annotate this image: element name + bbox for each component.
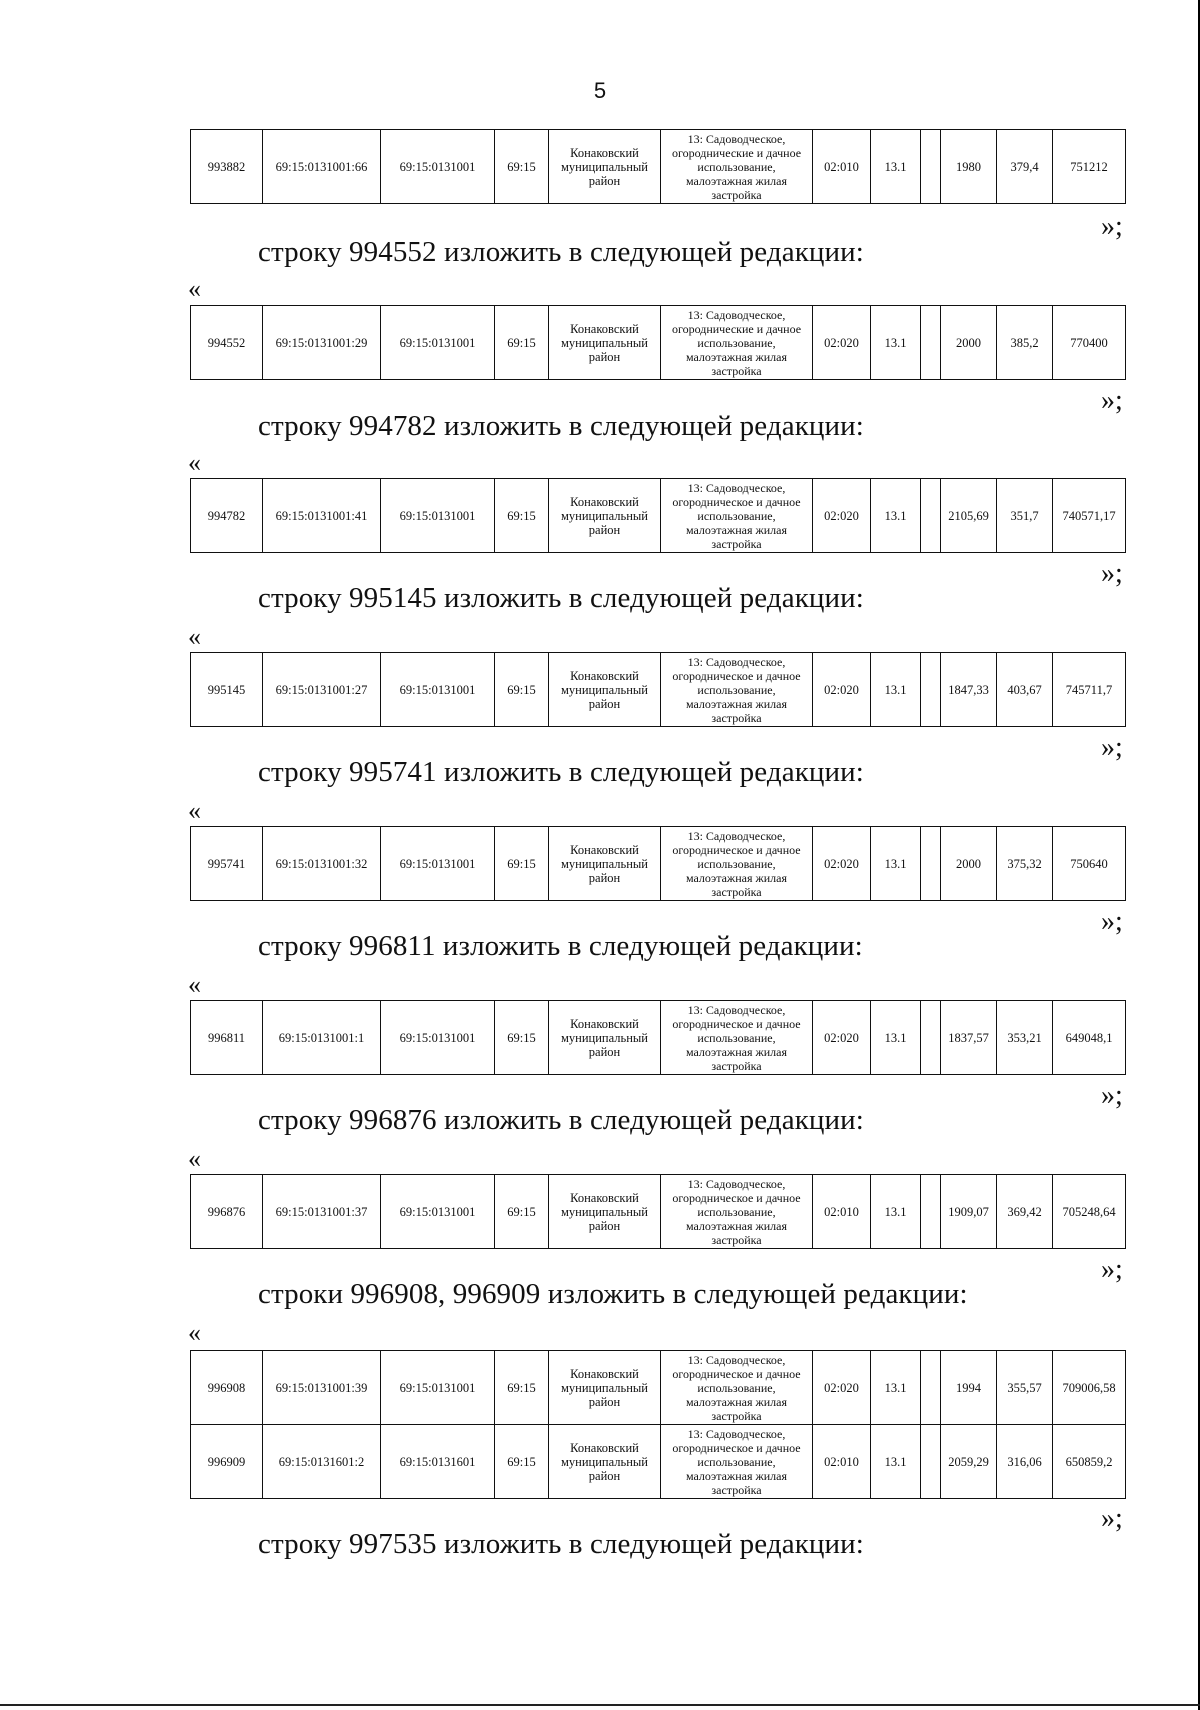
amended-record-table xyxy=(190,305,1126,380)
cadastral-block-cell: 69:15:0131001 xyxy=(381,827,495,901)
municipality-cell: Конаковский муниципальный район xyxy=(549,1175,661,1249)
rate-cell: 403,67 xyxy=(997,653,1053,727)
table-row xyxy=(191,130,1126,204)
cadastral-number-cell: 69:15:0131601:2 xyxy=(263,1425,381,1499)
land-use-purpose-cell: 13: Садоводческое, огородническое и дачное использование, малоэтажная жилая застройка xyxy=(661,1175,813,1249)
continued-record-table xyxy=(190,129,1126,204)
group-code-cell: 02:010 xyxy=(813,1425,871,1499)
category-cell: 13.1 xyxy=(871,1425,921,1499)
close-quote: »; xyxy=(1101,1080,1123,1111)
category-cell: 13.1 xyxy=(871,1351,921,1425)
record-id-cell: 994552 xyxy=(191,306,263,380)
empty-cell xyxy=(921,1175,941,1249)
record-id-cell: 996876 xyxy=(191,1175,263,1249)
amended-record-table xyxy=(190,478,1126,553)
close-quote: »; xyxy=(1101,385,1123,416)
category-cell: 13.1 xyxy=(871,479,921,553)
land-use-purpose-cell: 13: Садоводческое, огородническое и дачное использование, малоэтажная жилая застройка xyxy=(661,653,813,727)
open-quote: « xyxy=(188,1318,201,1347)
group-code-cell: 02:010 xyxy=(813,1175,871,1249)
empty-cell xyxy=(921,306,941,380)
group-code-cell: 02:020 xyxy=(813,1001,871,1075)
value-cell: 705248,64 xyxy=(1053,1175,1126,1249)
district-code-cell: 69:15 xyxy=(495,1001,549,1075)
area-cell: 2000 xyxy=(941,306,997,380)
open-quote: « xyxy=(188,970,201,999)
scan-edge-bottom xyxy=(0,1704,1200,1706)
close-quote: »; xyxy=(1101,211,1123,242)
land-use-purpose-cell: 13: Садоводческое, огородническое и дачное использование, малоэтажная жилая застройка xyxy=(661,1351,813,1425)
record-id-cell: 993882 xyxy=(191,130,263,204)
district-code-cell: 69:15 xyxy=(495,306,549,380)
municipality-cell: Конаковский муниципальный район xyxy=(549,1001,661,1075)
open-quote: « xyxy=(188,796,201,825)
value-cell: 751212 xyxy=(1053,130,1126,204)
amendment-heading: строку 994552 изложить в следующей редакции: xyxy=(258,236,864,268)
value-cell: 750640 xyxy=(1053,827,1126,901)
amendment-heading: строки 996908, 996909 изложить в следующей редакции: xyxy=(258,1278,968,1310)
district-code-cell: 69:15 xyxy=(495,479,549,553)
district-code-cell: 69:15 xyxy=(495,1351,549,1425)
table-row xyxy=(191,1175,1126,1249)
area-cell: 2105,69 xyxy=(941,479,997,553)
cadastral-number-cell: 69:15:0131001:41 xyxy=(263,479,381,553)
cadastral-block-cell: 69:15:0131001 xyxy=(381,479,495,553)
close-quote: »; xyxy=(1101,1254,1123,1285)
category-cell: 13.1 xyxy=(871,1175,921,1249)
area-cell: 1847,33 xyxy=(941,653,997,727)
land-use-purpose-cell: 13: Садоводческое, огородническое и дачное использование, малоэтажная жилая застройка xyxy=(661,1001,813,1075)
group-code-cell: 02:020 xyxy=(813,479,871,553)
value-cell: 650859,2 xyxy=(1053,1425,1126,1499)
close-quote: »; xyxy=(1101,1503,1123,1534)
area-cell: 1994 xyxy=(941,1351,997,1425)
group-code-cell: 02:020 xyxy=(813,1351,871,1425)
amended-record-table xyxy=(190,1350,1126,1499)
district-code-cell: 69:15 xyxy=(495,1175,549,1249)
empty-cell xyxy=(921,479,941,553)
amendment-heading: строку 996876 изложить в следующей редакции: xyxy=(258,1104,864,1136)
group-code-cell: 02:020 xyxy=(813,653,871,727)
record-id-cell: 996909 xyxy=(191,1425,263,1499)
cadastral-block-cell: 69:15:0131001 xyxy=(381,306,495,380)
category-cell: 13.1 xyxy=(871,653,921,727)
record-id-cell: 995145 xyxy=(191,653,263,727)
municipality-cell: Конаковский муниципальный район xyxy=(549,827,661,901)
value-cell: 740571,17 xyxy=(1053,479,1126,553)
area-cell: 1909,07 xyxy=(941,1175,997,1249)
rate-cell: 375,32 xyxy=(997,827,1053,901)
group-code-cell: 02:010 xyxy=(813,130,871,204)
table-row xyxy=(191,827,1126,901)
open-quote: « xyxy=(188,622,201,651)
land-use-purpose-cell: 13: Садоводческое, огородническое и дачное использование, малоэтажная жилая застройка xyxy=(661,827,813,901)
amended-record-table xyxy=(190,1000,1126,1075)
land-use-purpose-cell: 13: Садоводческое, огороднические и дачное использование, малоэтажная жилая застройка xyxy=(661,130,813,204)
rate-cell: 351,7 xyxy=(997,479,1053,553)
cadastral-block-cell: 69:15:0131001 xyxy=(381,653,495,727)
land-use-purpose-cell: 13: Садоводческое, огородническое и дачное использование, малоэтажная жилая застройка xyxy=(661,1425,813,1499)
record-id-cell: 996908 xyxy=(191,1351,263,1425)
group-code-cell: 02:020 xyxy=(813,827,871,901)
area-cell: 2059,29 xyxy=(941,1425,997,1499)
record-id-cell: 996811 xyxy=(191,1001,263,1075)
cadastral-block-cell: 69:15:0131001 xyxy=(381,1175,495,1249)
cadastral-number-cell: 69:15:0131001:39 xyxy=(263,1351,381,1425)
empty-cell xyxy=(921,1351,941,1425)
table-row xyxy=(191,1001,1126,1075)
category-cell: 13.1 xyxy=(871,130,921,204)
district-code-cell: 69:15 xyxy=(495,827,549,901)
value-cell: 709006,58 xyxy=(1053,1351,1126,1425)
rate-cell: 385,2 xyxy=(997,306,1053,380)
close-quote: »; xyxy=(1101,906,1123,937)
empty-cell xyxy=(921,653,941,727)
amendment-heading: строку 996811 изложить в следующей редакции: xyxy=(258,930,863,962)
amendment-heading: строку 995145 изложить в следующей редакции: xyxy=(258,582,864,614)
empty-cell xyxy=(921,130,941,204)
empty-cell xyxy=(921,1001,941,1075)
municipality-cell: Конаковский муниципальный район xyxy=(549,306,661,380)
table-row xyxy=(191,1425,1126,1499)
empty-cell xyxy=(921,1425,941,1499)
cadastral-number-cell: 69:15:0131001:37 xyxy=(263,1175,381,1249)
rate-cell: 369,42 xyxy=(997,1175,1053,1249)
area-cell: 1980 xyxy=(941,130,997,204)
land-use-purpose-cell: 13: Садоводческое, огороднические и дачное использование, малоэтажная жилая застройка xyxy=(661,306,813,380)
municipality-cell: Конаковский муниципальный район xyxy=(549,653,661,727)
area-cell: 1837,57 xyxy=(941,1001,997,1075)
cadastral-number-cell: 69:15:0131001:27 xyxy=(263,653,381,727)
close-quote: »; xyxy=(1101,732,1123,763)
group-code-cell: 02:020 xyxy=(813,306,871,380)
rate-cell: 316,06 xyxy=(997,1425,1053,1499)
district-code-cell: 69:15 xyxy=(495,130,549,204)
close-quote: »; xyxy=(1101,558,1123,589)
amendment-heading: строку 994782 изложить в следующей редакции: xyxy=(258,410,864,442)
open-quote: « xyxy=(188,448,201,477)
land-use-purpose-cell: 13: Садоводческое, огородническое и дачное использование, малоэтажная жилая застройка xyxy=(661,479,813,553)
cadastral-number-cell: 69:15:0131001:66 xyxy=(263,130,381,204)
cadastral-block-cell: 69:15:0131001 xyxy=(381,130,495,204)
amendment-heading: строку 997535 изложить в следующей редакции: xyxy=(258,1528,864,1560)
page-number: 5 xyxy=(593,78,607,103)
district-code-cell: 69:15 xyxy=(495,653,549,727)
rate-cell: 353,21 xyxy=(997,1001,1053,1075)
municipality-cell: Конаковский муниципальный район xyxy=(549,130,661,204)
category-cell: 13.1 xyxy=(871,1001,921,1075)
value-cell: 745711,7 xyxy=(1053,653,1126,727)
category-cell: 13.1 xyxy=(871,827,921,901)
table-row xyxy=(191,306,1126,380)
table-row xyxy=(191,653,1126,727)
empty-cell xyxy=(921,827,941,901)
record-id-cell: 995741 xyxy=(191,827,263,901)
amendment-heading: строку 995741 изложить в следующей редакции: xyxy=(258,756,864,788)
district-code-cell: 69:15 xyxy=(495,1425,549,1499)
cadastral-block-cell: 69:15:0131001 xyxy=(381,1001,495,1075)
rate-cell: 355,57 xyxy=(997,1351,1053,1425)
municipality-cell: Конаковский муниципальный район xyxy=(549,1425,661,1499)
record-id-cell: 994782 xyxy=(191,479,263,553)
table-row xyxy=(191,1351,1126,1425)
rate-cell: 379,4 xyxy=(997,130,1053,204)
value-cell: 649048,1 xyxy=(1053,1001,1126,1075)
municipality-cell: Конаковский муниципальный район xyxy=(549,479,661,553)
amended-record-table xyxy=(190,826,1126,901)
cadastral-number-cell: 69:15:0131001:1 xyxy=(263,1001,381,1075)
municipality-cell: Конаковский муниципальный район xyxy=(549,1351,661,1425)
area-cell: 2000 xyxy=(941,827,997,901)
cadastral-block-cell: 69:15:0131601 xyxy=(381,1425,495,1499)
open-quote: « xyxy=(188,1144,201,1173)
category-cell: 13.1 xyxy=(871,306,921,380)
open-quote: « xyxy=(188,274,201,303)
value-cell: 770400 xyxy=(1053,306,1126,380)
table-row xyxy=(191,479,1126,553)
amended-record-table xyxy=(190,1174,1126,1249)
amended-record-table xyxy=(190,652,1126,727)
cadastral-number-cell: 69:15:0131001:32 xyxy=(263,827,381,901)
cadastral-number-cell: 69:15:0131001:29 xyxy=(263,306,381,380)
cadastral-block-cell: 69:15:0131001 xyxy=(381,1351,495,1425)
